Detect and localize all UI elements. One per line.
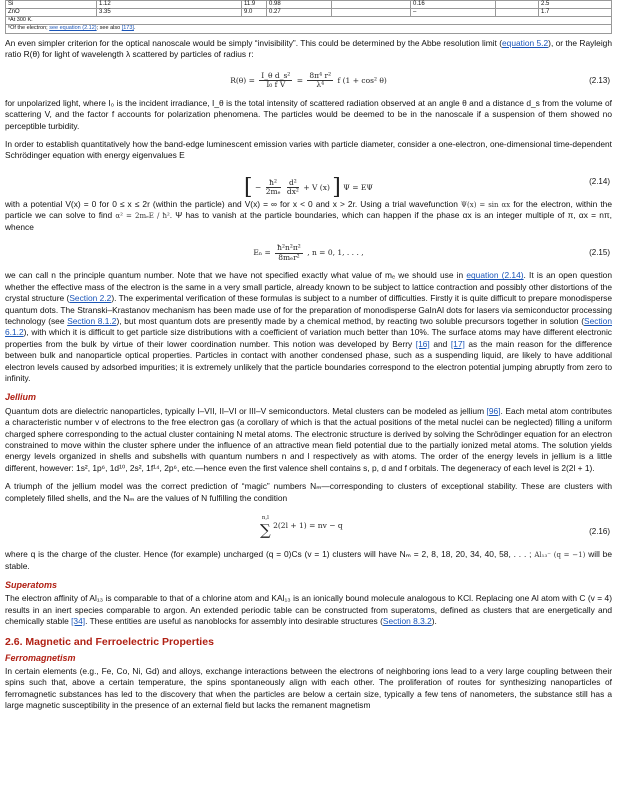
- table-cell: 0.27: [267, 9, 332, 17]
- eq-term: , n = 0, 1, . . . ,: [307, 248, 364, 258]
- paragraph: [5, 270, 612, 384]
- table-cell: [332, 1, 411, 9]
- paragraph: [5, 38, 612, 61]
- section-link[interactable]: Section 2.2: [69, 293, 112, 304]
- section-heading: 2.6. Magnetic and Ferroelectric Properties: [5, 635, 214, 648]
- paragraph: In certain elements (e.g., Fe, Co, Ni, Gd) and alloys, exchange interactions between the electrons of neighboring ions lead to a very large coupling between their spins such that, above a certain temperature, the spins spontaneously align with each other. The proliferation of routes for synthesizing nanoparticles of ferromagnetic substances has led to the discovery that when the particles are below a certain size, typically a few tens of nanometers, the substance still has a large magnetic susceptibility in the presence of an external field but lacks the remanent magnetism: [5, 666, 612, 711]
- subheading-ferromagnetism: Ferromagnetism: [5, 652, 76, 663]
- footnote-text: ᵃAt 300 K.: [8, 17, 33, 23]
- reference-link[interactable]: [16]: [415, 338, 430, 349]
- equation-link[interactable]: equation (2.14): [466, 270, 524, 281]
- text: ), with which it is difficult to get particle size distributions with a coefficient of variation much better than 10%. The surface atoms may have different electronic properties from the bulk by virtue of their lower coordination number. This notion was developed by Berry: [5, 327, 612, 349]
- footnote-text: .: [133, 25, 136, 32]
- eq-term: Eₙ =: [253, 248, 271, 258]
- text: we can call n the principle quantum number. Note that we have not specified exactly what value of mₑ we should use in: [5, 270, 467, 281]
- paragraph: In order to establish quantitatively how the band-edge luminescent emission varies with particle diameter, consider a one-electron, one-dimensional time-dependent Schrödinger equation with energy eigenvalues E: [5, 138, 612, 161]
- fraction: [307, 72, 333, 90]
- eq-term: Ψ = EΨ: [343, 182, 373, 192]
- table-cell: [332, 9, 411, 17]
- eq-term: + V (x): [303, 182, 330, 192]
- reference-link[interactable]: [96]: [486, 405, 501, 416]
- bracket-open: [: [244, 174, 253, 200]
- table-cell: 9.0: [242, 9, 267, 17]
- table-cell: 0.16: [411, 1, 496, 9]
- text: and: [429, 338, 451, 349]
- table-cell: 2.5: [539, 1, 612, 9]
- fraction: [259, 72, 292, 90]
- paragraph: [5, 199, 612, 233]
- equation-2-14: [5, 169, 612, 200]
- table-footnote: [5, 25, 612, 33]
- table-cell: 3.35: [97, 9, 242, 17]
- reference-link[interactable]: [34]: [71, 616, 86, 627]
- section-link[interactable]: Section 8.1.2: [67, 315, 117, 326]
- text: . These entities are useful as nanoblocks for assembly into desirable structures (: [85, 616, 383, 627]
- properties-table-fragment: [5, 0, 612, 17]
- text: where q is the charge of the cluster. Hence (for example) uncharged (q = 0)Cs (v = 1) clusters will have Nₘ = 2, 8, 18, 20, 34, 40, 58, . . . ;: [5, 549, 532, 560]
- denominator: I₀ f V: [266, 80, 286, 90]
- text: ). The experimental verification of these formulas is subject to a number of difficulties. Firstly it is quite difficult to prepare monodisperse quantum dots. The Stranski–Krastanov mechanism has been made use of for the preparation of monodisperse GaInAl dots for lasers via semiconductor processing technology (see: [5, 293, 612, 326]
- text: . Each metal atom contributes a characteristic number v of electrons to the free electron gas (a corollary of which is that the actual positions of the metal nuclei can be neglected) filling a uniform charged sphere corresponding to the actual cluster containing N metal atoms. The electronic structure is derived by solving the Schrödinger equation for an electron constrained to move within the cluster sphere under the influence of an attractive mean field potential due to the partially ionized metal atoms. The solution yields energy levels organized in shells and subshells with quantum numbers n and l respectively as with atoms. The order of the energy levels in jellium is a little different, however: 1s², 1p⁶, 1d¹⁰, 2s², 1f¹⁴, 2p⁶, etc.—hence even the first valence shell contains s, p, d and f orbitals. The degeneracy of each level is 2(2l + 1).: [5, 405, 612, 473]
- inline-formula: Ψ(x) = sin αx: [460, 200, 511, 209]
- equation-2-16: [5, 511, 612, 545]
- eq-term: =: [296, 75, 303, 85]
- denominator: 2mₑ: [265, 187, 281, 197]
- subheading-jellium: Jellium: [5, 392, 37, 403]
- paragraph: A triumph of the jellium model was the correct prediction of “magic” numbers Nₘ—corresponding to clusters of exceptional stability. These are clusters with completely filled shells, and the Nₘ are the values of N fulfilling the condition: [5, 481, 612, 503]
- denominator: 8mₑr²: [278, 252, 300, 262]
- fraction: [275, 244, 303, 262]
- equation-formula: [260, 515, 612, 537]
- text: ), but most quantum dots are presently made by a chemical method, by reacting two soluble precursors together in solution (: [116, 315, 585, 326]
- text: . It is an open question whether the effective mass of the electron is the same in a very small particle, already known to be subject to lattice contraction and possibly other distortions of the crystal structure (: [5, 270, 613, 304]
- table-cell: –: [411, 9, 496, 17]
- inline-formula: Al₁₃⁻ (q = −1): [534, 551, 586, 560]
- numerator: ħ²: [266, 179, 281, 189]
- table-cell: [496, 9, 539, 17]
- table-cell: Si: [6, 1, 97, 9]
- numerator: 8π⁴ r²: [309, 70, 332, 80]
- text: Quantum dots are dielectric nanoparticles, typically I–VII, II–VI or III–V semiconductors. Metal clusters can be modeled as jellium: [5, 405, 487, 416]
- text: ).: [431, 616, 437, 627]
- eq-term: R(θ) =: [230, 75, 255, 85]
- summation: [260, 515, 271, 537]
- bracket-close: ]: [332, 174, 341, 200]
- equation-link[interactable]: see equation (2.12): [49, 25, 97, 32]
- reference-link[interactable]: [173]: [121, 25, 134, 32]
- paragraph: [5, 549, 612, 572]
- paragraph: [5, 406, 612, 475]
- equation-2-13: [5, 68, 612, 94]
- text: for the electron, within the particle we can solve to find: [5, 198, 612, 221]
- equation-formula: [5, 244, 612, 262]
- numerator: d²: [287, 179, 299, 189]
- reference-link[interactable]: [17]: [450, 338, 465, 349]
- text: as the main reason for the difference between bulk and nanoparticle optical properties. Particles in contact with another condensed phase, such as a suspending liquid, are likely to have additional electron levels caused by adsorbed impurities; it is extremely unlikely that the particle boundaries correspond to the electron potential jumping abruptly from zero to infinity.: [5, 338, 612, 384]
- footnote-text: ; see also: [96, 25, 121, 32]
- sum-limit: n,l: [261, 515, 269, 522]
- table-cell: 11.9: [242, 1, 267, 9]
- equation-link[interactable]: equation 5.2: [502, 37, 549, 48]
- text: will be stable.: [5, 549, 613, 571]
- subheading-superatoms: Superatoms: [5, 580, 58, 591]
- inline-formula: α² = 2mₑE / ħ²: [115, 212, 170, 221]
- equation-formula: [5, 72, 612, 90]
- equation-number: (2.14): [589, 176, 610, 186]
- equation-number: (2.13): [589, 75, 610, 85]
- section-link[interactable]: Section 6.1.2: [5, 315, 612, 338]
- equation-2-15: [5, 240, 612, 266]
- denominator: dx²: [286, 187, 299, 197]
- text: with a potential V(x) = 0 for 0 ≤ x ≤ 2r (within the particle) and V(x) = ∞ for x < 0 and x > 2r. Using a trial wavefunction: [5, 198, 458, 209]
- text: An even simpler criterion for the optical nanoscale would be simply “invisibility”. This could be determined by the Abbe resolution limit (: [5, 37, 503, 48]
- denominator: λ⁴: [316, 80, 325, 90]
- table-cell: ZnO: [6, 9, 97, 17]
- fraction: [287, 179, 299, 197]
- paragraph: [5, 593, 612, 627]
- text: . Ψ has to vanish at the particle boundaries, which can happen if the phase αx is an integer multiple of π, αx = nπ, whence: [5, 210, 612, 232]
- paragraph: for unpolarized light, where I₀ is the incident irradiance, I_θ is the total intensity of scattered radiation observed at an angle θ and a distance d_s from the volume of scattering V, and the factor f accounts for polarization phenomena. The particles would be deemed to be in the nanoscale if a suspension of them showed no perceptible turbidity.: [5, 97, 612, 131]
- numerator: ħ²n²π²: [277, 243, 301, 253]
- eq-term: 2(2l + 1) = nv − q: [273, 521, 343, 531]
- table-row: [6, 9, 612, 17]
- eq-term: −: [255, 182, 262, 192]
- section-link[interactable]: Section 8.3.2: [382, 616, 432, 627]
- equation-formula: [5, 173, 612, 203]
- equation-number: (2.16): [589, 527, 610, 537]
- table-cell: 0.98: [267, 1, 332, 9]
- fraction: [266, 179, 281, 197]
- numerator: I_θ d_s²: [261, 70, 291, 80]
- footnote-text: ᵇOf the electron;: [8, 25, 48, 32]
- eq-term: f (1 + cos² θ): [337, 75, 387, 85]
- sigma-symbol: ∑: [260, 520, 271, 539]
- table-row: [6, 1, 612, 9]
- table-cell: 1.12: [97, 1, 242, 9]
- equation-number: (2.15): [589, 248, 610, 258]
- table-cell: 1.7: [539, 9, 612, 17]
- text: The electron affinity of Al₁₃ is comparable to that of a chlorine atom and KAl₁₃ is an ionically bound molecule analogous to KCl. Replacing one Al atom with C (v = 4) results in an inert species comparable to argon. An extended periodic table can be constructed from superatoms, defined as clusters that are energetically and chemically stable: [5, 593, 612, 627]
- table-cell: [496, 1, 539, 9]
- text: ), or the Rayleigh ratio R(θ) for light of wavelength λ scattered by particles of radius r:: [5, 37, 612, 60]
